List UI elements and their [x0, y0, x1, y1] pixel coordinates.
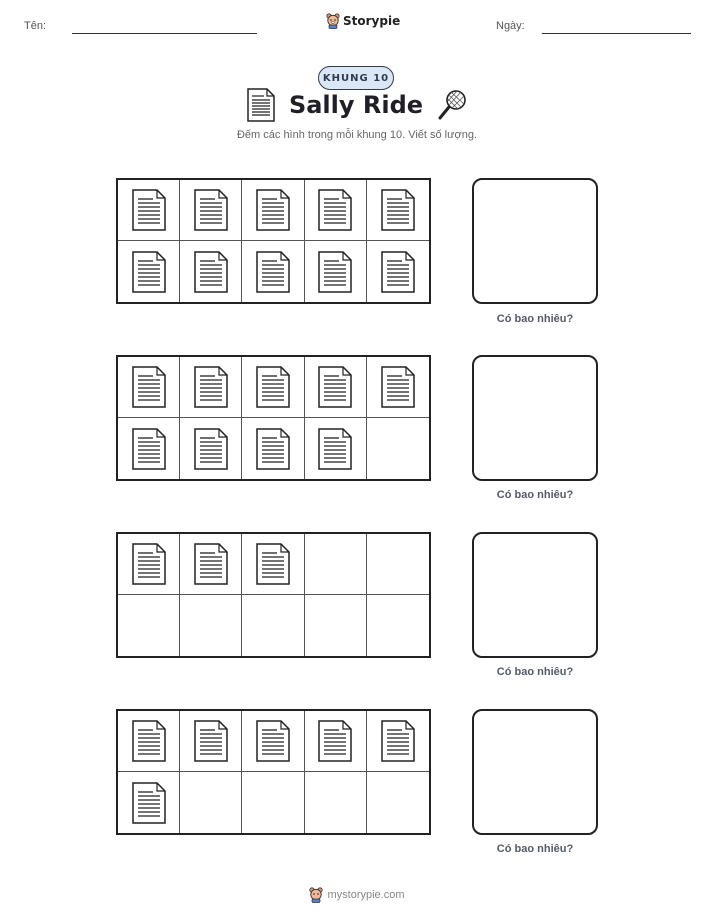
document-icon	[256, 428, 290, 470]
document-icon	[132, 366, 166, 408]
frame-cell	[305, 711, 367, 772]
document-icon	[318, 428, 352, 470]
ten-frame-1	[116, 178, 431, 304]
document-icon	[194, 720, 228, 762]
document-icon	[256, 366, 290, 408]
ten-frame-2	[116, 355, 431, 481]
frame-cell	[305, 418, 367, 479]
document-icon	[256, 543, 290, 585]
document-icon	[194, 428, 228, 470]
frame-cell	[180, 595, 242, 656]
frame-cell	[118, 595, 180, 656]
document-icon	[318, 189, 352, 231]
count-prompt-1: Có bao nhiêu?	[496, 313, 574, 325]
document-icon	[194, 189, 228, 231]
frame-cell	[367, 772, 429, 833]
document-icon	[194, 543, 228, 585]
frame-cell	[118, 534, 180, 595]
instructions: Đếm các hình trong mỗi khung 10. Viết số lượng.	[236, 129, 477, 141]
name-label: Tên:	[24, 20, 47, 32]
storypie-logo	[326, 13, 400, 29]
frame-cell	[242, 418, 304, 479]
name-line[interactable]	[72, 33, 257, 34]
bear-icon	[326, 13, 340, 29]
frame-cell	[118, 357, 180, 418]
document-icon	[132, 189, 166, 231]
document-icon	[132, 251, 166, 293]
frame-cell	[118, 418, 180, 479]
document-icon	[381, 189, 415, 231]
title-row	[0, 88, 714, 122]
frame-cell	[367, 180, 429, 241]
frame-cell	[180, 772, 242, 833]
frame-cell	[118, 772, 180, 833]
count-prompt-3: Có bao nhiêu?	[496, 666, 574, 678]
document-icon	[381, 251, 415, 293]
answer-box-2[interactable]	[472, 355, 598, 481]
document-icon	[247, 88, 275, 122]
document-icon	[132, 720, 166, 762]
frame-cell	[305, 534, 367, 595]
frame-cell	[118, 180, 180, 241]
frame-cell	[305, 180, 367, 241]
worksheet-type-badge: KHUNG 10	[318, 66, 394, 90]
tennis-racket-icon	[437, 89, 467, 121]
count-prompt-4: Có bao nhiêu?	[496, 843, 574, 855]
frame-cell	[367, 418, 429, 479]
frame-cell	[242, 534, 304, 595]
answer-box-4[interactable]	[472, 709, 598, 835]
frame-cell	[305, 241, 367, 302]
frame-cell	[367, 595, 429, 656]
frame-cell	[242, 711, 304, 772]
frame-cell	[305, 357, 367, 418]
document-icon	[132, 782, 166, 824]
document-icon	[132, 428, 166, 470]
footer-url: mystorypie.com	[327, 889, 405, 901]
frame-cell	[118, 241, 180, 302]
date-line[interactable]	[542, 33, 691, 34]
frame-cell	[242, 241, 304, 302]
frame-cell	[367, 711, 429, 772]
brand-name: Storypie	[343, 14, 401, 28]
document-icon	[381, 366, 415, 408]
frame-cell	[118, 711, 180, 772]
frame-cell	[180, 241, 242, 302]
document-icon	[318, 366, 352, 408]
frame-cell	[242, 357, 304, 418]
frame-cell	[367, 357, 429, 418]
ten-frame-4	[116, 709, 431, 835]
document-icon	[381, 720, 415, 762]
document-icon	[256, 251, 290, 293]
answer-box-1[interactable]	[472, 178, 598, 304]
count-prompt-2: Có bao nhiêu?	[496, 489, 574, 501]
frame-cell	[242, 772, 304, 833]
frame-cell	[242, 180, 304, 241]
frame-cell	[305, 772, 367, 833]
frame-cell	[242, 595, 304, 656]
frame-cell	[367, 241, 429, 302]
frame-cell	[180, 180, 242, 241]
frame-cell	[180, 357, 242, 418]
frame-cell	[180, 418, 242, 479]
footer	[0, 887, 714, 903]
frame-cell	[367, 534, 429, 595]
date-label: Ngày:	[496, 20, 525, 32]
document-icon	[194, 251, 228, 293]
document-icon	[256, 720, 290, 762]
answer-box-3[interactable]	[472, 532, 598, 658]
document-icon	[318, 720, 352, 762]
document-icon	[256, 189, 290, 231]
frame-cell	[305, 595, 367, 656]
frame-cell	[180, 711, 242, 772]
page-title: Sally Ride	[288, 91, 424, 119]
document-icon	[132, 543, 166, 585]
document-icon	[194, 366, 228, 408]
ten-frame-3	[116, 532, 431, 658]
frame-cell	[180, 534, 242, 595]
bear-icon	[309, 887, 323, 903]
document-icon	[318, 251, 352, 293]
